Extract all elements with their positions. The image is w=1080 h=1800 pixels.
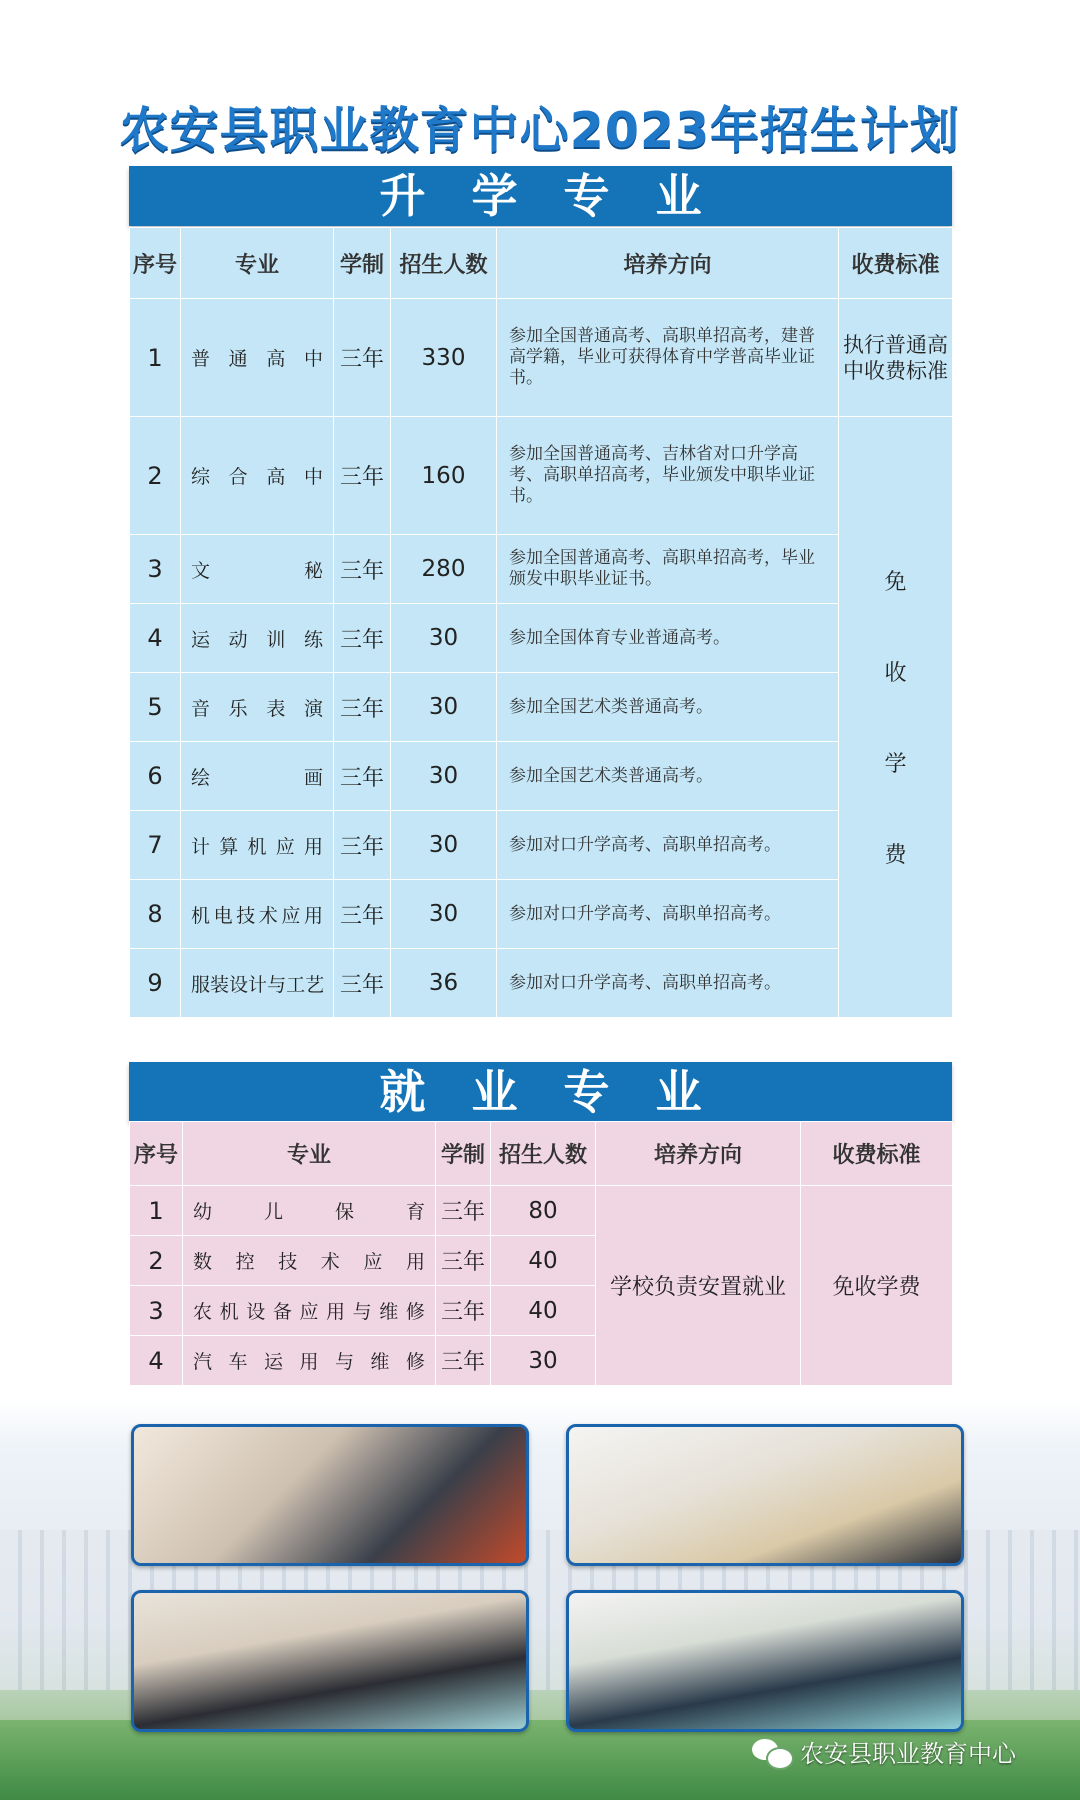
row-number: 2 xyxy=(130,1236,183,1286)
table-row xyxy=(130,1186,953,1236)
training-direction: 参加全国艺术类普通高考。 xyxy=(497,742,839,811)
employment-table xyxy=(129,1121,953,1386)
training-direction-merged: 学校负责安置就业 xyxy=(596,1186,801,1386)
enrollment-count: 40 xyxy=(491,1286,596,1336)
duration: 三年 xyxy=(334,811,391,880)
major-name-text: 文 秘 xyxy=(191,559,323,582)
duration: 三年 xyxy=(436,1186,491,1236)
duration: 三年 xyxy=(436,1236,491,1286)
training-direction: 参加全国普通高考、吉林省对口升学高考、高职单招高考，毕业颁发中职毕业证书。 xyxy=(497,417,839,535)
enrollment-count: 280 xyxy=(391,535,497,604)
row-number: 3 xyxy=(130,535,181,604)
section-banner-employment: 就业专业 xyxy=(129,1062,952,1122)
header-cell: 学制 xyxy=(436,1122,491,1186)
row-number: 3 xyxy=(130,1286,183,1336)
duration: 三年 xyxy=(334,417,391,535)
table-row xyxy=(130,604,953,673)
major-name-text: 普 通 高 中 xyxy=(191,348,323,370)
header-cell: 学制 xyxy=(334,228,391,299)
training-direction: 参加对口升学高考、高职单招高考。 xyxy=(497,949,839,1018)
watermark-text: 农安县职业教育中心 xyxy=(800,1740,1016,1768)
table-row xyxy=(130,880,953,949)
row-number: 1 xyxy=(130,299,181,417)
fee-free-vertical xyxy=(839,535,952,899)
duration: 三年 xyxy=(334,949,391,1018)
header-cell: 招生人数 xyxy=(391,228,497,299)
page-title: 农安县职业教育中心2023年招生计划 xyxy=(119,102,961,159)
training-direction: 参加全国体育专业普通高考。 xyxy=(497,604,839,673)
major-name xyxy=(183,1236,436,1286)
major-name-text: 服 装 设 计 与 工 艺 xyxy=(191,973,325,996)
enrollment-count: 40 xyxy=(491,1236,596,1286)
photo-classroom-workshop xyxy=(566,1424,964,1566)
major-name xyxy=(181,742,334,811)
duration: 三年 xyxy=(334,673,391,742)
photo-music-class xyxy=(131,1590,529,1732)
major-name-text: 绘 画 xyxy=(191,766,323,789)
section-banner-further-study: 升学专业 xyxy=(129,166,952,226)
fee-standard-merged xyxy=(839,417,953,1018)
major-name-text: 机 电 技 术 应 用 xyxy=(191,904,323,927)
table-row xyxy=(130,742,953,811)
table-header-row xyxy=(130,1122,953,1186)
enrollment-count: 160 xyxy=(391,417,497,535)
photo-practical-training xyxy=(131,1424,529,1566)
header-cell: 招生人数 xyxy=(491,1122,596,1186)
major-name-text: 数 控 技 术 应 用 xyxy=(193,1251,425,1273)
header-cell: 序号 xyxy=(130,228,181,299)
duration: 三年 xyxy=(334,604,391,673)
duration: 三年 xyxy=(334,742,391,811)
header-cell: 专业 xyxy=(181,228,334,299)
table-row xyxy=(130,811,953,880)
row-number: 4 xyxy=(130,604,181,673)
header-cell: 培养方向 xyxy=(596,1122,801,1186)
row-number: 4 xyxy=(130,1336,183,1386)
fee-char: 免 xyxy=(884,570,907,595)
major-name xyxy=(181,880,334,949)
row-number: 9 xyxy=(130,949,181,1018)
major-name-text: 运 动 训 练 xyxy=(191,628,323,651)
enrollment-count: 80 xyxy=(491,1186,596,1236)
duration: 三年 xyxy=(334,880,391,949)
enrollment-count: 30 xyxy=(491,1336,596,1386)
training-direction: 参加对口升学高考、高职单招高考。 xyxy=(497,880,839,949)
major-name xyxy=(181,949,334,1018)
major-name xyxy=(181,299,334,417)
duration: 三年 xyxy=(436,1336,491,1386)
enrollment-count: 36 xyxy=(391,949,497,1018)
table-row xyxy=(130,673,953,742)
duration: 三年 xyxy=(436,1286,491,1336)
major-name xyxy=(183,1186,436,1236)
training-direction: 参加全国艺术类普通高考。 xyxy=(497,673,839,742)
major-name-text: 计 算 机 应 用 xyxy=(191,835,323,858)
further-study-table xyxy=(129,227,953,1018)
row-number: 7 xyxy=(130,811,181,880)
row-number: 1 xyxy=(130,1186,183,1236)
row-number: 2 xyxy=(130,417,181,535)
major-name-text: 农 机 设 备 应 用 与 维 修 xyxy=(193,1301,425,1323)
fee-char: 费 xyxy=(884,843,907,868)
wechat-icon xyxy=(752,1737,792,1767)
major-name xyxy=(181,417,334,535)
fee-standard: 执行普通高中收费标准 xyxy=(839,299,953,417)
wechat-watermark xyxy=(752,1734,1016,1769)
row-number: 5 xyxy=(130,673,181,742)
row-number: 6 xyxy=(130,742,181,811)
training-direction: 参加全国普通高考、高职单招高考，毕业颁发中职毕业证书。 xyxy=(497,535,839,604)
row-number: 8 xyxy=(130,880,181,949)
table-header-row xyxy=(130,228,953,299)
major-name xyxy=(181,535,334,604)
major-name xyxy=(183,1286,436,1336)
duration: 三年 xyxy=(334,535,391,604)
duration: 三年 xyxy=(334,299,391,417)
enrollment-count: 30 xyxy=(391,811,497,880)
major-name xyxy=(181,811,334,880)
fee-char: 收 xyxy=(884,661,907,686)
enrollment-count: 330 xyxy=(391,299,497,417)
training-direction: 参加全国普通高考、高职单招高考，建普高学籍，毕业可获得体育中学普高毕业证书。 xyxy=(497,299,839,417)
enrollment-count: 30 xyxy=(391,673,497,742)
major-name-text: 综 合 高 中 xyxy=(191,466,323,488)
fee-char: 学 xyxy=(884,752,907,777)
photo-computer-lab xyxy=(566,1590,964,1732)
fee-standard-merged: 免收学费 xyxy=(801,1186,953,1386)
header-cell: 专业 xyxy=(183,1122,436,1186)
header-cell: 收费标准 xyxy=(839,228,953,299)
table-row xyxy=(130,299,953,417)
major-name-text: 幼 儿 保 育 xyxy=(193,1201,425,1223)
table-row xyxy=(130,535,953,604)
header-cell: 序号 xyxy=(130,1122,183,1186)
table-row xyxy=(130,949,953,1018)
enrollment-count: 30 xyxy=(391,604,497,673)
table-row xyxy=(130,417,953,535)
major-name xyxy=(181,673,334,742)
header-cell: 培养方向 xyxy=(497,228,839,299)
enrollment-count: 30 xyxy=(391,880,497,949)
major-name xyxy=(183,1336,436,1386)
training-direction: 参加对口升学高考、高职单招高考。 xyxy=(497,811,839,880)
major-name-text: 汽 车 运 用 与 维 修 xyxy=(193,1351,425,1373)
enrollment-count: 30 xyxy=(391,742,497,811)
major-name xyxy=(181,604,334,673)
major-name-text: 音 乐 表 演 xyxy=(191,697,323,720)
header-cell: 收费标准 xyxy=(801,1122,953,1186)
